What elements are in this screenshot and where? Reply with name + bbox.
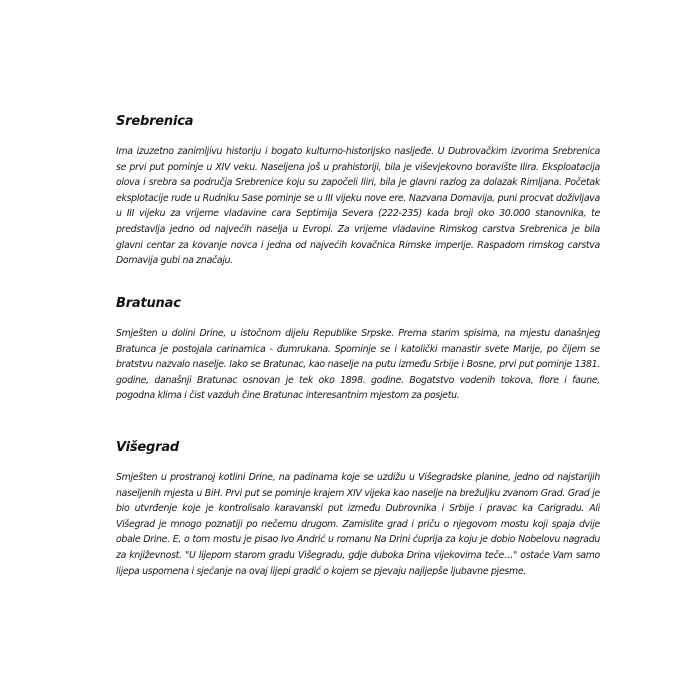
section-srebrenica	[116, 114, 600, 269]
section-visegrad	[116, 440, 600, 579]
section-paragraph: Smješten u dolini Drine, u istočnom dijelu Republike Srpske. Prema starim spisima, na mjestu današnjeg Bratunca je postojala carinarnica - đumrukana. Spominje se i katolički manastir svete Marije, po čijem se bratstvu nazvalo naselje. Iako se Bratunac, kao naselje na putu između Srbije i Bosne, prvi put pominje 1381. godine, današnji Bratunac osnovan je tek oko 1898. godine. Bogatstvo vodenih tokova, flore i faune, pogodna klima i čist vazduh čine Bratunac interesantnim mjestom za posjetu.	[116, 328, 600, 402]
section-heading: Višegrad	[116, 440, 180, 455]
section-bratunac	[116, 296, 600, 404]
section-heading: Bratunac	[116, 296, 181, 311]
section-heading: Srebrenica	[116, 114, 194, 129]
section-paragraph: Ima izuzetno zanimljivu historiju i bogato kulturno-historijsko nasljeđe. U Dubrovačkim izvorima Srebrenica se prvi put pominje u XIV veku. Naseljena još u prahistoriji, bila je viševjekovno boravište Ilira. Eksploatacija olova i srebra sa područja Srebrenice koju su započeli Iliri, bila je glavni razlog za dolazak Rimljana. Početak eksplotacije rude u Rudniku Sase pominje se u III vijeku nove ere. Nazvana Domavija, puni procvat doživljava u III vijeku za vrijeme vladavine cara Septimija Severa (222-235) kada broji oko 30.000 stanovnika, te predstavlja jedno od najvećih naselja u Evropi. Za vrijeme vladavine Rimskog carstva Srebrenica je bila glavni centar za kovanje novca i jedna od najvećih kovačnica Rimske imperije. Raspadom rimskog carstva Domavija gubi na značaju.	[116, 146, 600, 267]
section-paragraph: Smješten u prostranoj kotlini Drine, na padinama koje se uzdižu u Višegradske planine, jedno od najstarijih naseljenih mjesta u BiH. Prvi put se pominje krajem XIV vijeka kao naselje na brežuljku zvanom Grad. Grad je bio utvrđenje koje je kontrolisalo karavanski put između Dubrovnika i Srbije i pravac ka Carigradu. Ali Višegrad je mnogo poznatiji po nečemu drugom. Zamislite grad i priču o njegovom mostu koji spaja dvije obale Drine. E, o tom mostu je pisao Ivo Andrić u romanu Na Drini ćuprija za koju je dobio Nobelovu nagradu za književnost. "U lijepom starom gradu Višegradu, gdje duboka Drina vijekovima teče…" ostaće Vam samo lijepa uspomena i sjećanje na ovaj lijepi gradić o kojem se pjevaju najljepše ljubavne pjesme.	[116, 472, 600, 577]
